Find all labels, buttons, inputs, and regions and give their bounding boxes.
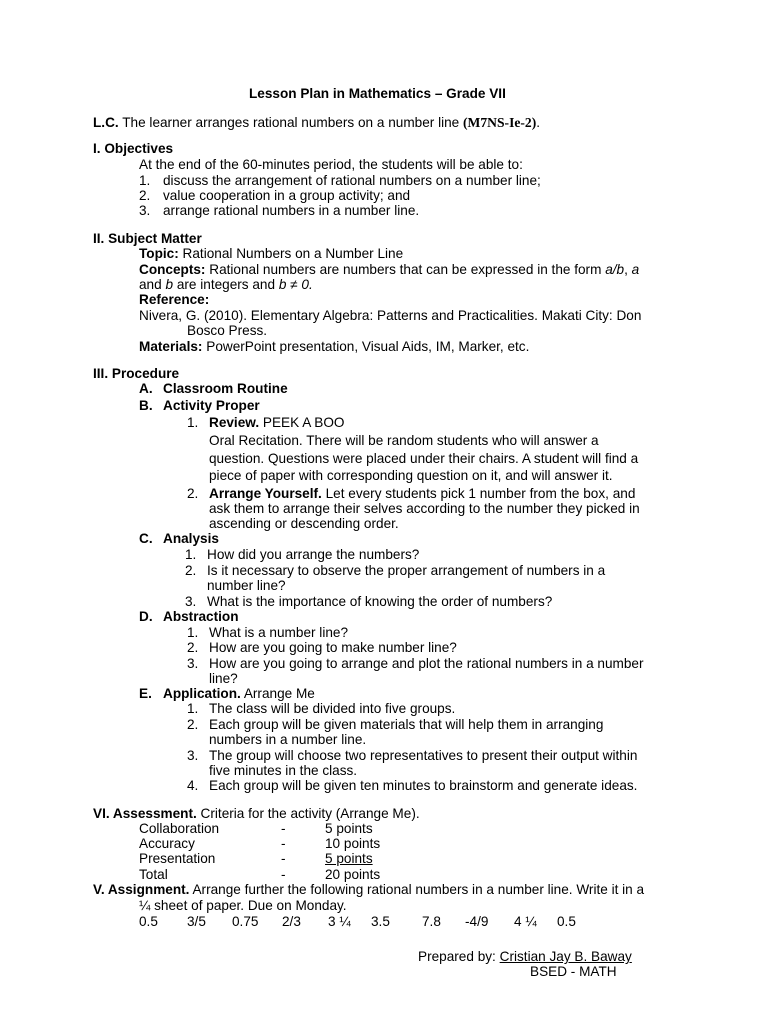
section-letter: E. xyxy=(139,686,152,701)
assignment-number: 3.5 xyxy=(371,914,390,929)
criterion-name: Presentation xyxy=(139,851,216,866)
activity-item-num: 2. xyxy=(187,486,199,501)
application-item-num: 3. xyxy=(187,748,199,763)
lc-end: . xyxy=(536,115,541,130)
lc-label: L.C. xyxy=(93,115,119,130)
analysis-item-num: 1. xyxy=(185,547,197,562)
application-item-text: Each group will be given materials that will help them in arranging xyxy=(209,717,604,732)
assignment-number: 7.8 xyxy=(422,914,441,929)
assessment-heading: VI. Assessment. xyxy=(93,806,197,821)
assignment-number: 0.5 xyxy=(557,914,576,929)
activity-item-title xyxy=(209,486,675,502)
preparer-course: BSED - MATH xyxy=(530,964,617,979)
concepts-ab: a/b xyxy=(605,262,625,277)
assignment-heading: V. Assignment. xyxy=(93,882,190,897)
prepared-label: Prepared by: xyxy=(418,949,496,964)
concepts-line xyxy=(139,262,639,278)
materials-label: Materials: xyxy=(139,339,203,354)
activity-item-line: ascending or descending order. xyxy=(209,516,399,531)
materials-line xyxy=(139,339,529,355)
assignment-number: 3 ¼ xyxy=(328,914,351,929)
abstraction-item-num: 1. xyxy=(187,625,199,640)
criterion-dash: - xyxy=(281,867,286,882)
materials-text: PowerPoint presentation, Visual Aids, IM, Marker, etc. xyxy=(206,339,530,354)
concepts-label: Concepts: xyxy=(139,262,206,277)
abstraction-item-text: How are you going to arrange and plot the rational numbers in a number xyxy=(209,656,644,671)
concepts-line-2 xyxy=(139,277,313,293)
preparer-name: Cristian Jay B. Baway xyxy=(499,949,632,964)
topic-text: Rational Numbers on a Number Line xyxy=(182,246,404,261)
objective-item-text: discuss the arrangement of rational numbers on a number line; xyxy=(163,173,541,188)
assignment-number: 2/3 xyxy=(282,914,301,929)
application-item-num: 1. xyxy=(187,701,199,716)
section-title: Activity Proper xyxy=(163,398,260,413)
objective-item-num: 2. xyxy=(139,188,151,203)
assignment-number: 3/5 xyxy=(187,914,206,929)
application-item-text: numbers in a number line. xyxy=(209,732,367,747)
section-letter: C. xyxy=(139,531,153,546)
concepts-and: and xyxy=(139,277,162,292)
analysis-item-text: What is the importance of knowing the order of numbers? xyxy=(207,594,553,609)
analysis-item-num: 3. xyxy=(185,594,197,609)
activity-item-title xyxy=(209,415,345,431)
criterion-points: 20 points xyxy=(325,867,381,882)
analysis-item-text: How did you arrange the numbers? xyxy=(207,547,420,562)
concepts-comma: , xyxy=(624,262,628,277)
criterion-name: Total xyxy=(139,867,168,882)
section-title: Classroom Routine xyxy=(163,381,288,396)
objective-item-text: value cooperation in a group activity; and xyxy=(163,188,411,203)
topic-line xyxy=(139,246,403,262)
criterion-name: Collaboration xyxy=(139,821,220,836)
assessment-text: Criteria for the activity (Arrange Me). xyxy=(200,806,420,821)
concepts-text: Rational numbers are numbers that can be expressed in the form xyxy=(209,262,602,277)
section-title: Abstraction xyxy=(163,609,239,624)
analysis-item-text: number line? xyxy=(207,578,286,593)
review-name: PEEK A BOO xyxy=(262,415,345,430)
concepts-rest: are integers and xyxy=(176,277,276,292)
activity-item-line: ask them to arrange their selves according to the number they picked in xyxy=(209,501,640,516)
analysis-item-text: Is it necessary to observe the proper arrangement of numbers in a xyxy=(207,563,606,578)
assignment-number: -4/9 xyxy=(465,914,489,929)
assignment-number: 0.75 xyxy=(232,914,259,929)
objective-item-num: 1. xyxy=(139,173,151,188)
abstraction-item-text: line? xyxy=(209,671,238,686)
abstraction-item-text: What is a number line? xyxy=(209,625,349,640)
assignment-line-2: ¼ sheet of paper. Due on Monday. xyxy=(139,898,347,913)
objectives-heading: I. Objectives xyxy=(93,141,174,156)
lc-text: The learner arranges rational numbers on a number line xyxy=(122,115,460,130)
section-letter: A. xyxy=(139,381,153,396)
criterion-dash: - xyxy=(281,851,286,866)
topic-label: Topic: xyxy=(139,246,179,261)
criterion-points: 5 points xyxy=(325,821,373,836)
abstraction-item-num: 3. xyxy=(187,656,199,671)
activity-item-line: question. Questions were placed under their chairs. A student will find a xyxy=(209,451,639,466)
prepared-by xyxy=(418,949,632,965)
application-item-num: 2. xyxy=(187,717,199,732)
reference-text: Nivera, G. (2010). Elementary Algebra: Patterns and Practicalities. Makati City: Don xyxy=(139,308,642,323)
criterion-dash: - xyxy=(281,821,286,836)
subject-matter-heading: II. Subject Matter xyxy=(93,231,202,246)
application-item-text: The class will be divided into five groups. xyxy=(209,701,456,716)
abstraction-item-num: 2. xyxy=(187,640,199,655)
assignment-line xyxy=(93,882,675,898)
arrange-yourself-text: Let every students pick 1 number from the box, and xyxy=(325,486,636,501)
section-letter: D. xyxy=(139,609,153,624)
lc-code: (M7NS-Ie-2) xyxy=(463,115,537,130)
activity-item-line: piece of paper with corresponding question on it, and will answer it. xyxy=(209,468,613,483)
assignment-number: 0.5 xyxy=(139,914,158,929)
assignment-number: 4 ¼ xyxy=(514,914,537,929)
section-letter: B. xyxy=(139,398,153,413)
assignment-text: Arrange further the following rational numbers in a number line. Write it in a xyxy=(192,882,645,897)
application-item-text: five minutes in the class. xyxy=(209,763,358,778)
objective-item-num: 3. xyxy=(139,203,151,218)
application-item-num: 4. xyxy=(187,778,199,793)
section-title xyxy=(163,686,315,702)
learning-competency xyxy=(93,115,540,131)
application-item-text: The group will choose two representatives to present their output within xyxy=(209,748,638,763)
application-label: Application. xyxy=(163,686,241,701)
reference-label: Reference: xyxy=(139,292,210,307)
criterion-points: 10 points xyxy=(325,836,381,851)
procedure-heading: III. Procedure xyxy=(93,366,180,381)
concepts-b: b xyxy=(165,277,174,292)
page-title: Lesson Plan in Mathematics – Grade VII xyxy=(249,86,506,101)
activity-item-line: Oral Recitation. There will be random students who will answer a xyxy=(209,433,599,448)
abstraction-item-text: How are you going to make number line? xyxy=(209,640,457,655)
application-item-text: Each group will be given ten minutes to brainstorm and generate ideas. xyxy=(209,778,638,793)
section-title: Analysis xyxy=(163,531,219,546)
activity-item-num: 1. xyxy=(187,415,199,430)
assessment-line xyxy=(93,806,420,822)
analysis-item-num: 2. xyxy=(185,563,197,578)
criterion-name: Accuracy xyxy=(139,836,195,851)
application-name: Arrange Me xyxy=(243,686,315,701)
objectives-intro: At the end of the 60-minutes period, the students will be able to: xyxy=(139,157,523,172)
concepts-a: a xyxy=(631,262,640,277)
arrange-yourself-label: Arrange Yourself. xyxy=(209,486,322,501)
criterion-points: 5 points xyxy=(325,851,373,866)
concepts-cond: b ≠ 0. xyxy=(278,277,313,292)
reference-text-cont: Bosco Press. xyxy=(187,323,268,338)
objective-item-text: arrange rational numbers in a number line. xyxy=(163,203,420,218)
review-label: Review. xyxy=(209,415,260,430)
criterion-dash: - xyxy=(281,836,286,851)
